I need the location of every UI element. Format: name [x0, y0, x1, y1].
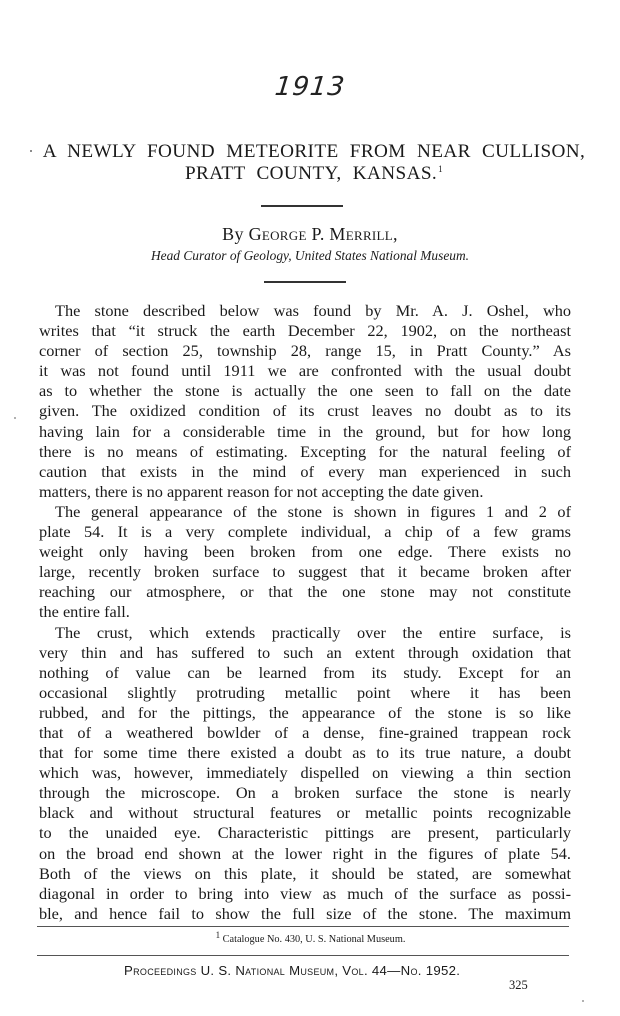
body-line: there is no means of estimating. Excepting for the natural feeling of [39, 441, 571, 461]
body-line: plate 54. It is a very complete individual, a chip of a few grams [39, 522, 571, 542]
body-line: black and without structural features or metallic points recognizable [39, 803, 571, 823]
author-affiliation: Head Curator of Geology, United States National Museum. [150, 248, 469, 263]
body-line: that of a weathered bowlder of a dense, fine-grained trappean rock [39, 722, 571, 742]
body-line: weight only having been broken from one edge. There exists no [39, 542, 571, 562]
body-line: ble, and hence fail to show the full size of the stone. The maximum [39, 903, 571, 923]
footnote-rule-top [37, 926, 569, 927]
author-byline [0, 224, 620, 245]
title-footnote-marker: 1 [438, 163, 444, 174]
body-line: on the broad end shown at the lower right in the figures of plate 54. [39, 843, 571, 863]
handwritten-year-annotation: 1913 [273, 72, 347, 102]
article-title [30, 141, 598, 185]
title-line-1: A NEWLY FOUND METEORITE FROM NEAR CULLISON, [42, 141, 586, 162]
body-line: very thin and has suffered to such an extent through oxidation that [39, 642, 571, 662]
body-line: writes that “it struck the earth December 22, 1902, on the northeast [39, 321, 571, 341]
body-line: rubbed, and for the pittings, the appearance of the stone is so like [39, 702, 571, 722]
body-line: corner of section 25, township 28, range 15, in Pratt County.” As [39, 341, 571, 361]
body-line: that for some time there existed a doubt as to its true nature, a doubt [39, 743, 571, 763]
body-line: nothing of value can be learned from its study. Except for an [39, 662, 571, 682]
body-line: it was not found until 1911 we are confronted with the usual doubt [39, 361, 571, 381]
body-line: given. The oxidized condition of its crust leaves no doubt as to its [39, 401, 571, 421]
body-line: through the microscope. On a broken surface the stone is nearly [39, 783, 571, 803]
body-line: Both of the views on this plate, it should be stated, are somewhat [39, 863, 571, 883]
body-line: caution that exists in the mind of every man experienced in such [39, 461, 571, 481]
scan-speck [14, 417, 16, 419]
article-body [39, 301, 571, 924]
footnote [0, 929, 620, 945]
title-line-2-text: PRATT COUNTY, KANSAS. [184, 163, 438, 184]
body-line: The general appearance of the stone is shown in figures 1 and 2 of [55, 501, 571, 521]
body-line: occasional slightly protruding metallic point where it has been [39, 682, 571, 702]
scan-speck [582, 1000, 584, 1002]
body-line: the entire fall. [39, 602, 130, 622]
body-line: which was, however, immediately dispelled on viewing a thin section [39, 763, 571, 783]
body-line: matters, there is no apparent reason for not accepting the date given. [39, 481, 484, 501]
body-line: as to whether the stone is actually the one seen to fall on the date [39, 381, 571, 401]
body-line: diagonal in order to bring into view as much of the surface as possi- [39, 883, 571, 903]
title-divider [261, 205, 343, 207]
body-line: The crust, which extends practically over the entire surface, is [55, 622, 571, 642]
title-line-2 [30, 163, 598, 185]
body-line: large, recently broken surface to suggest that it became broken after [39, 562, 571, 582]
running-footer: Proceedings U. S. National Museum, Vol. 44—No. 1952. [124, 963, 461, 978]
body-line: to the unaided eye. Characteristic pittings are present, particularly [39, 823, 571, 843]
footnote-marker: 1 [215, 929, 221, 940]
body-line: having lain for a considerable time in the ground, but for how long [39, 421, 571, 441]
body-line: The stone described below was found by Mr. A. J. Oshel, who [55, 301, 571, 320]
author-name: George P. Merrill, [248, 224, 398, 244]
page-number: 325 [509, 978, 528, 992]
body-line: reaching our atmosphere, or that the one stone may not constitute [39, 582, 571, 602]
footnote-text: Catalogue No. 430, U. S. National Museum. [222, 934, 406, 945]
byline-divider [264, 281, 346, 283]
footnote-rule-bottom [37, 955, 569, 956]
byline-prefix: By [222, 224, 244, 244]
